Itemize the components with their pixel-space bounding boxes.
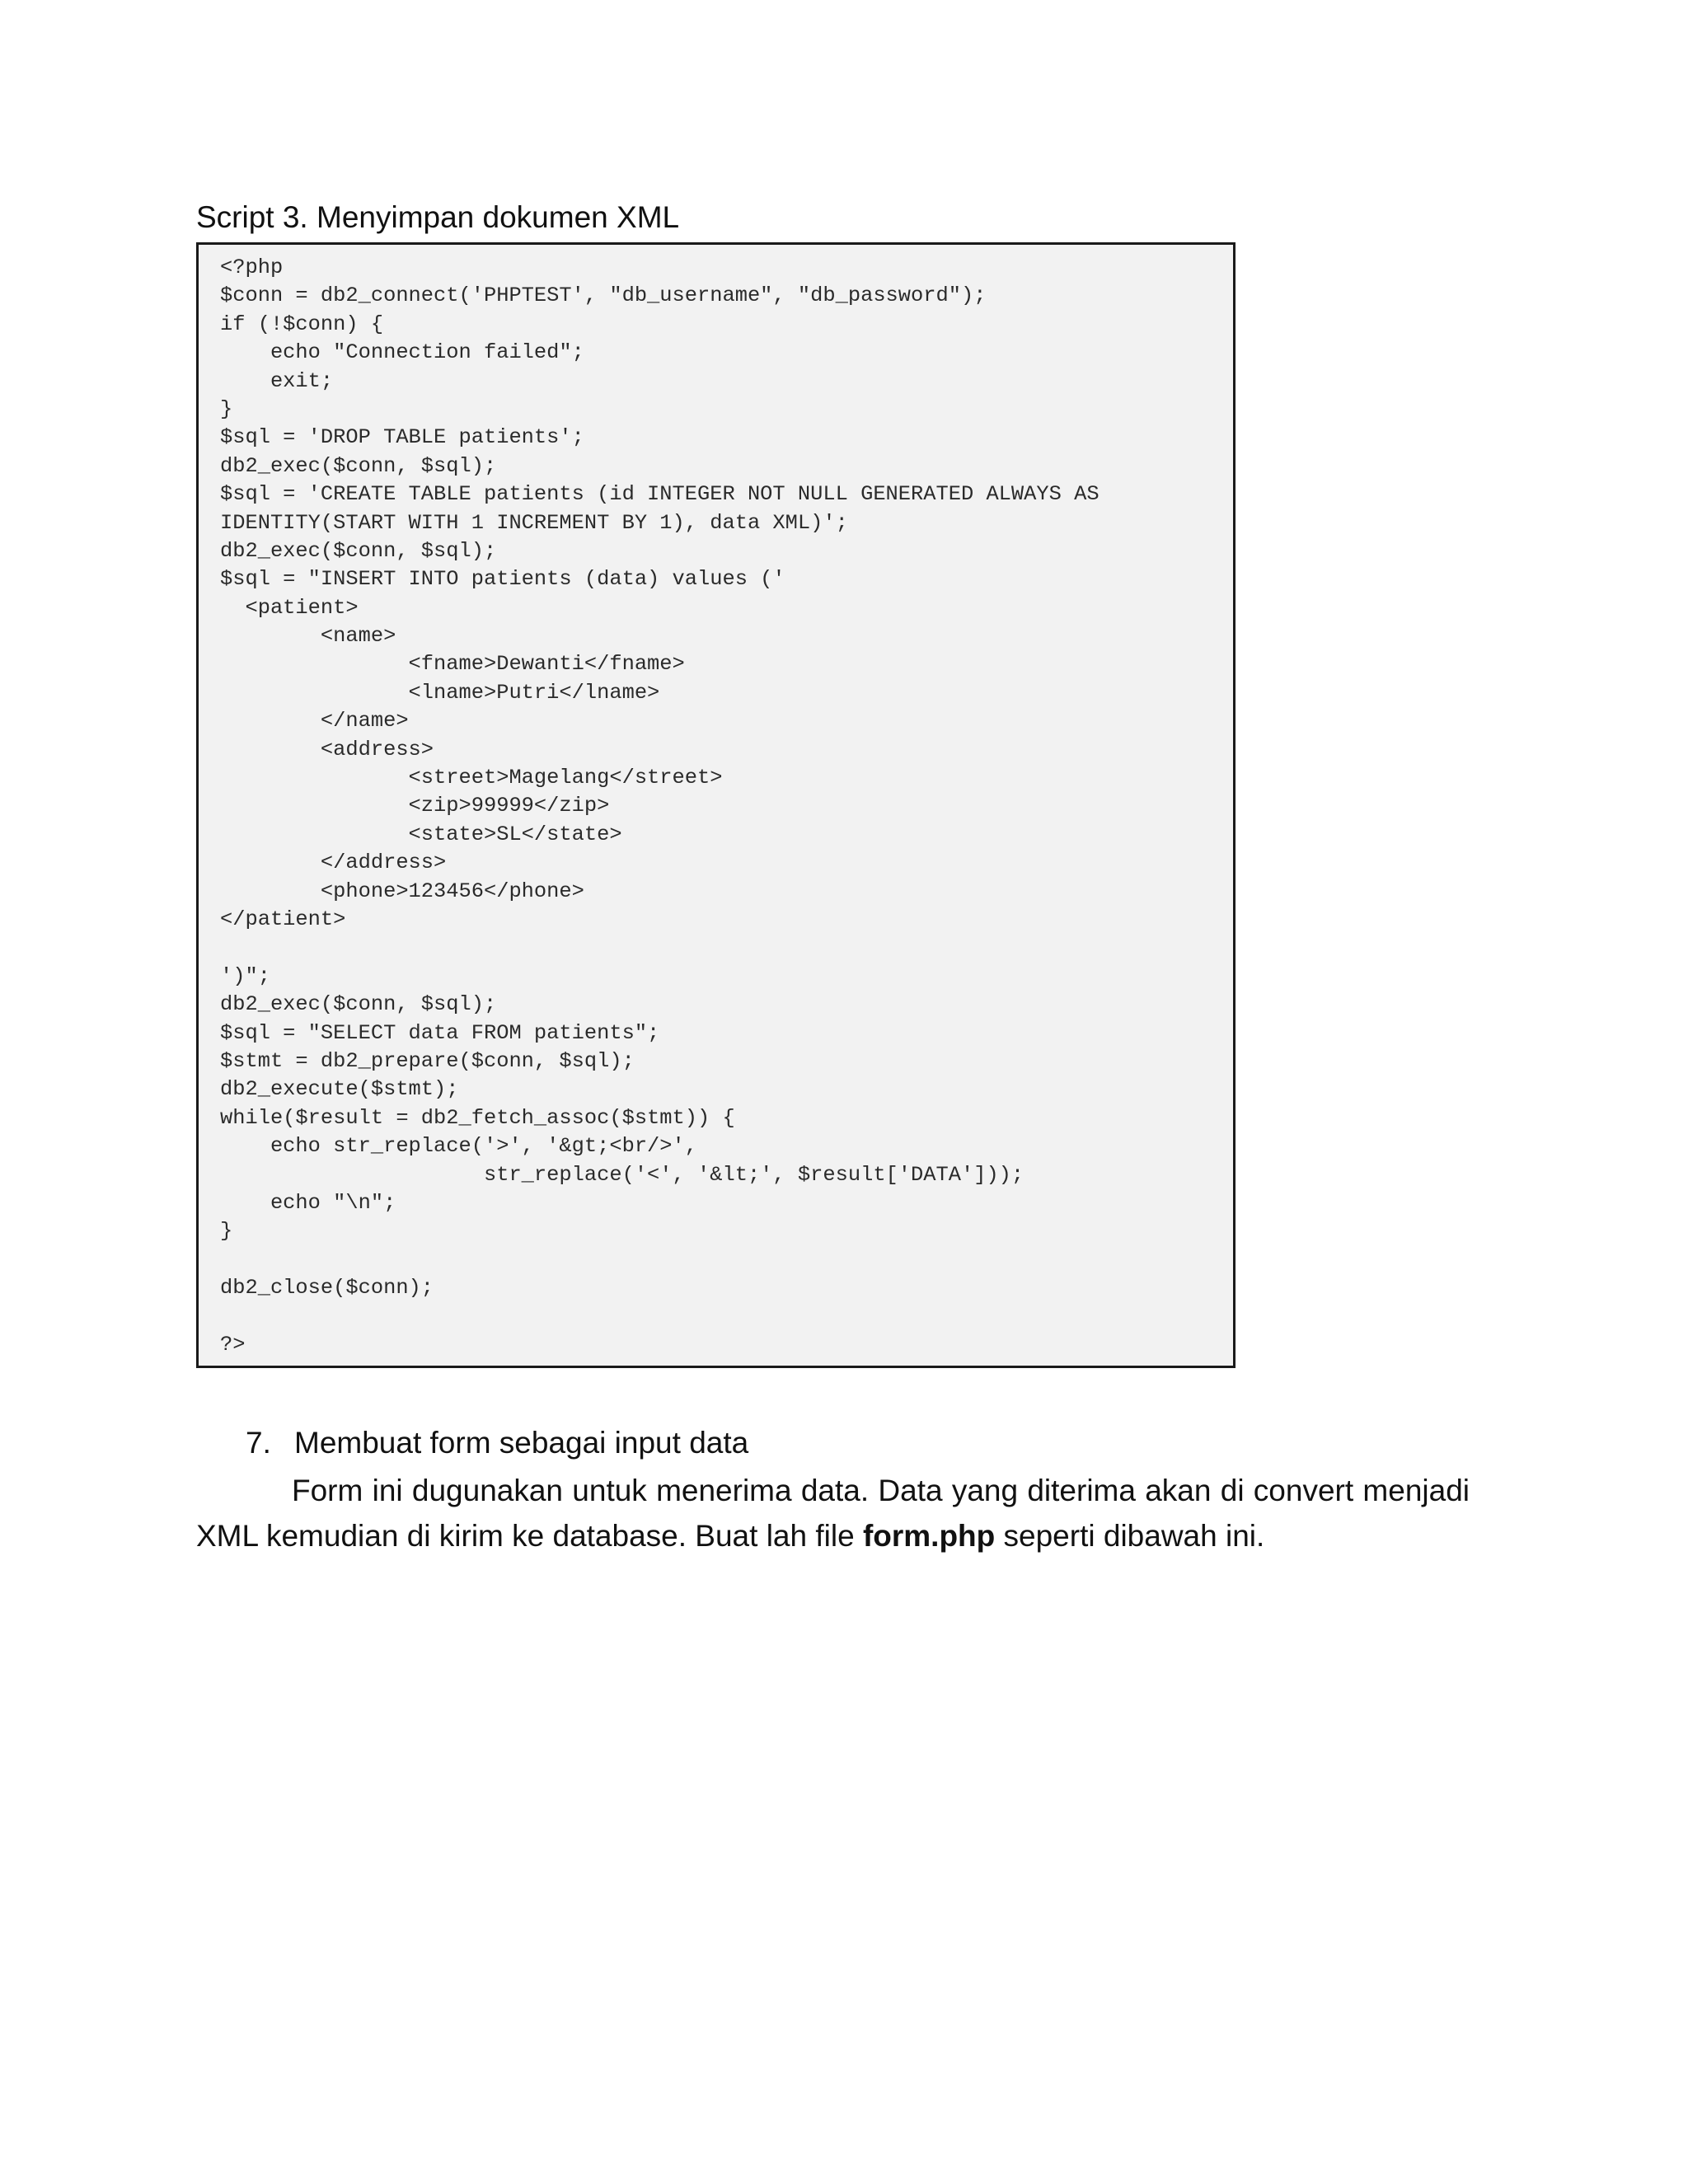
list-item-heading	[246, 1422, 748, 1465]
code-line: ')";	[220, 963, 270, 988]
paragraph-text-end: seperti dibawah ini.	[995, 1519, 1265, 1553]
list-item-number: 7.	[246, 1426, 271, 1460]
code-line: <zip>99999</zip>	[220, 794, 610, 818]
code-line: db2_exec($conn, $sql);	[220, 992, 497, 1017]
script-caption: Script 3. Menyimpan dokumen XML	[196, 200, 680, 234]
paragraph-line-2	[196, 1513, 1470, 1558]
code-line: exit;	[220, 368, 334, 393]
code-line: <patient>	[220, 595, 359, 620]
code-block	[196, 242, 1236, 1368]
code-line: }	[220, 396, 233, 421]
code-line: <lname>Putri</lname>	[220, 680, 660, 705]
code-line: <phone>123456</phone>	[220, 879, 584, 903]
code-line: db2_exec($conn, $sql);	[220, 453, 497, 478]
code-line	[220, 1302, 1233, 1330]
code-line: $sql = 'DROP TABLE patients';	[220, 425, 584, 450]
code-line: </name>	[220, 709, 409, 733]
code-line: }	[220, 1219, 233, 1244]
code-line: <name>	[220, 624, 396, 649]
code-line: db2_exec($conn, $sql);	[220, 538, 497, 563]
body-paragraph	[196, 1468, 1470, 1558]
code-line: while($result = db2_fetch_assoc($stmt)) {	[220, 1105, 735, 1130]
code-line: $sql = "SELECT data FROM patients";	[220, 1020, 660, 1045]
code-line: db2_close($conn);	[220, 1276, 434, 1301]
code-line: </patient>	[220, 907, 346, 931]
code-line: <?php	[220, 255, 284, 279]
list-item-title: Membuat form sebagai input data	[294, 1426, 749, 1460]
code-line: echo "\n";	[220, 1190, 396, 1215]
code-line	[220, 934, 1233, 962]
code-line: $sql = 'CREATE TABLE patients (id INTEGER NOT NULL GENERATED ALWAYS AS	[220, 482, 1100, 507]
paragraph-line-1: Form ini dugunakan untuk menerima data. Data yang diterima akan di convert menjadi	[292, 1474, 1470, 1507]
filename-bold: form.php	[862, 1519, 996, 1553]
code-line: $sql = "INSERT INTO patients (data) values ('	[220, 567, 785, 592]
paragraph-text: XML kemudian di kirim ke database. Buat lah file	[196, 1519, 863, 1553]
code-line: ?>	[220, 1332, 246, 1357]
code-line: echo str_replace('>', '&gt;<br/>',	[220, 1134, 698, 1159]
code-line: str_replace('<', '&lt;', $result['DATA']));	[220, 1162, 1025, 1187]
code-line: <address>	[220, 737, 434, 762]
code-line: $stmt = db2_prepare($conn, $sql);	[220, 1048, 635, 1073]
code-line: if (!$conn) {	[220, 312, 384, 336]
code-line: <fname>Dewanti</fname>	[220, 652, 685, 677]
code-line: <street>Magelang</street>	[220, 766, 723, 790]
code-line: </address>	[220, 851, 447, 875]
code-line	[220, 1246, 1233, 1274]
code-line: $conn = db2_connect('PHPTEST', "db_username", "db_password");	[220, 284, 987, 308]
code-line: echo "Connection failed";	[220, 340, 584, 365]
code-line: IDENTITY(START WITH 1 INCREMENT BY 1), data XML)';	[220, 510, 848, 535]
code-line: db2_execute($stmt);	[220, 1077, 459, 1102]
code-line: <state>SL</state>	[220, 822, 622, 846]
